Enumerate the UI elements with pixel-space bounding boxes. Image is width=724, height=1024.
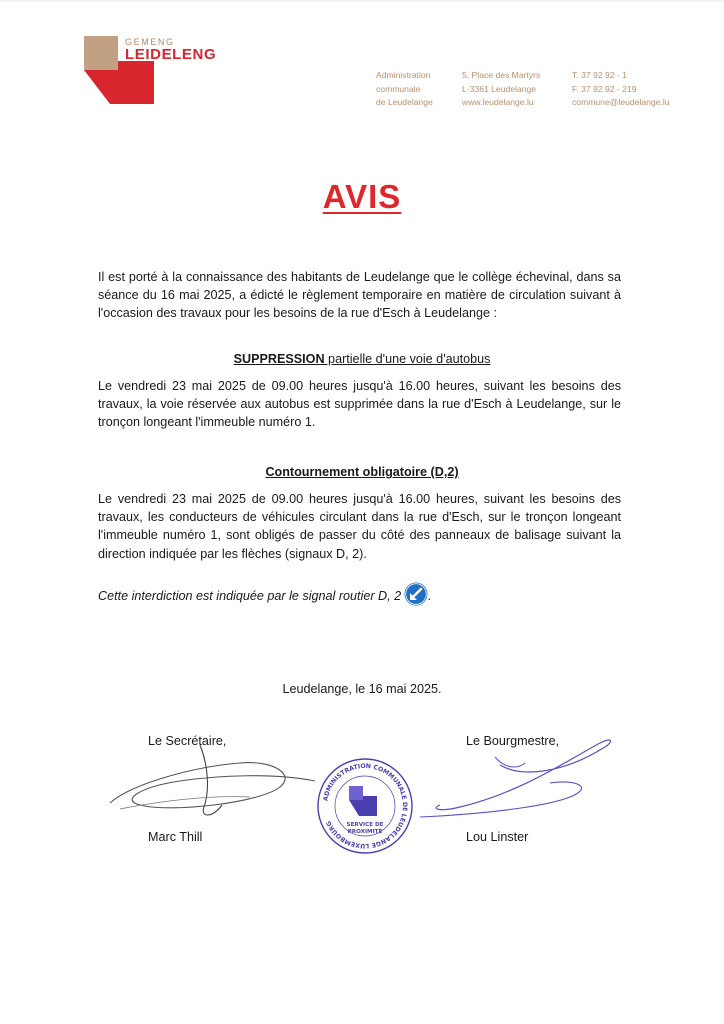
header-line: L-3361 Leudelange [462,83,537,94]
mayor-signature [400,735,630,825]
top-border-line [0,0,724,3]
stamp-line: SERVICE DE [346,822,384,828]
section2-paragraph: Le vendredi 23 mai 2025 de 09.00 heures jusqu'à 16.00 heures, suivant les besoins des travaux, les conducteurs de véhicules circulant dans la rue d'Esch, sur le tronçon longeant l'immeuble numéro 1, sont obligés de passer du côté des panneaux de balisage suivant la direction indiquée par les flèches (signaux D, 2). [98,492,621,561]
secretary-role: Le Secrétaire, [148,734,227,748]
stamp-ring-text: ADMINISTRATION COMMUNALE DE LEUDELANGE LUXEMBOURG [322,762,409,850]
section1-heading-bold: SUPPRESSION [233,352,325,366]
mayor-name: Lou Linster [466,830,529,844]
header-fax: F. 37 92 92 - 219 [572,83,637,94]
secretary-signature [100,745,340,825]
intro-paragraph: Il est porté à la connaissance des habitants de Leudelange que le collège échevinal, dans sa séance du 16 mai 2025, a édicté le règlement temporaire en matière de circulation suivant à l'occasion des travaux pour les besoins de la rue d'Esch à Leudelange : [98,270,621,321]
stamp-line: PROXIMITÉ [347,829,383,835]
signal-note [98,582,432,606]
official-stamp [315,756,415,856]
header-website[interactable]: www.leudelange.lu [462,97,534,107]
date-line: Leudelange, le 16 mai 2025. [282,682,442,696]
header-address-block [376,69,433,110]
header-email[interactable]: commune@leudelange.lu [572,97,670,107]
mayor-role: Le Bourgmestre, [466,734,560,748]
logo-name: LEIDELENG [125,46,217,63]
road-sign-d2-icon [404,582,428,606]
document-title: AVIS [322,178,402,215]
section2-heading: Contournement obligatoire (D,2) [265,465,459,479]
section1-paragraph: Le vendredi 23 mai 2025 de 09.00 heures jusqu'à 16.00 heures, suivant les besoins des travaux, la voie réservée aux autobus est supprimée dans la rue d'Esch à Leudelange, sur le tronçon longeant l'immeuble numéro 1. [98,379,621,430]
header-line: communale [376,83,421,94]
header-street-block [462,69,540,110]
header-contact-block [572,69,670,110]
header-line: de Leudelange [376,97,433,107]
signal-note-end: . [428,589,432,603]
section1-heading-rest: partielle d'une voie d'autobus [324,352,491,366]
header-phone: T. 37 92 92 - 1 [572,70,627,80]
header-line: Administration [376,70,431,80]
section1-heading [0,352,724,366]
logo-subtitle: GEMENG [125,37,175,47]
stamp-logo-icon [349,786,377,816]
signal-note-text: Cette interdiction est indiquée par le signal routier D, 2 [98,589,402,603]
header-line: 5, Place des Martyrs [462,70,541,80]
secretary-name: Marc Thill [148,830,203,844]
